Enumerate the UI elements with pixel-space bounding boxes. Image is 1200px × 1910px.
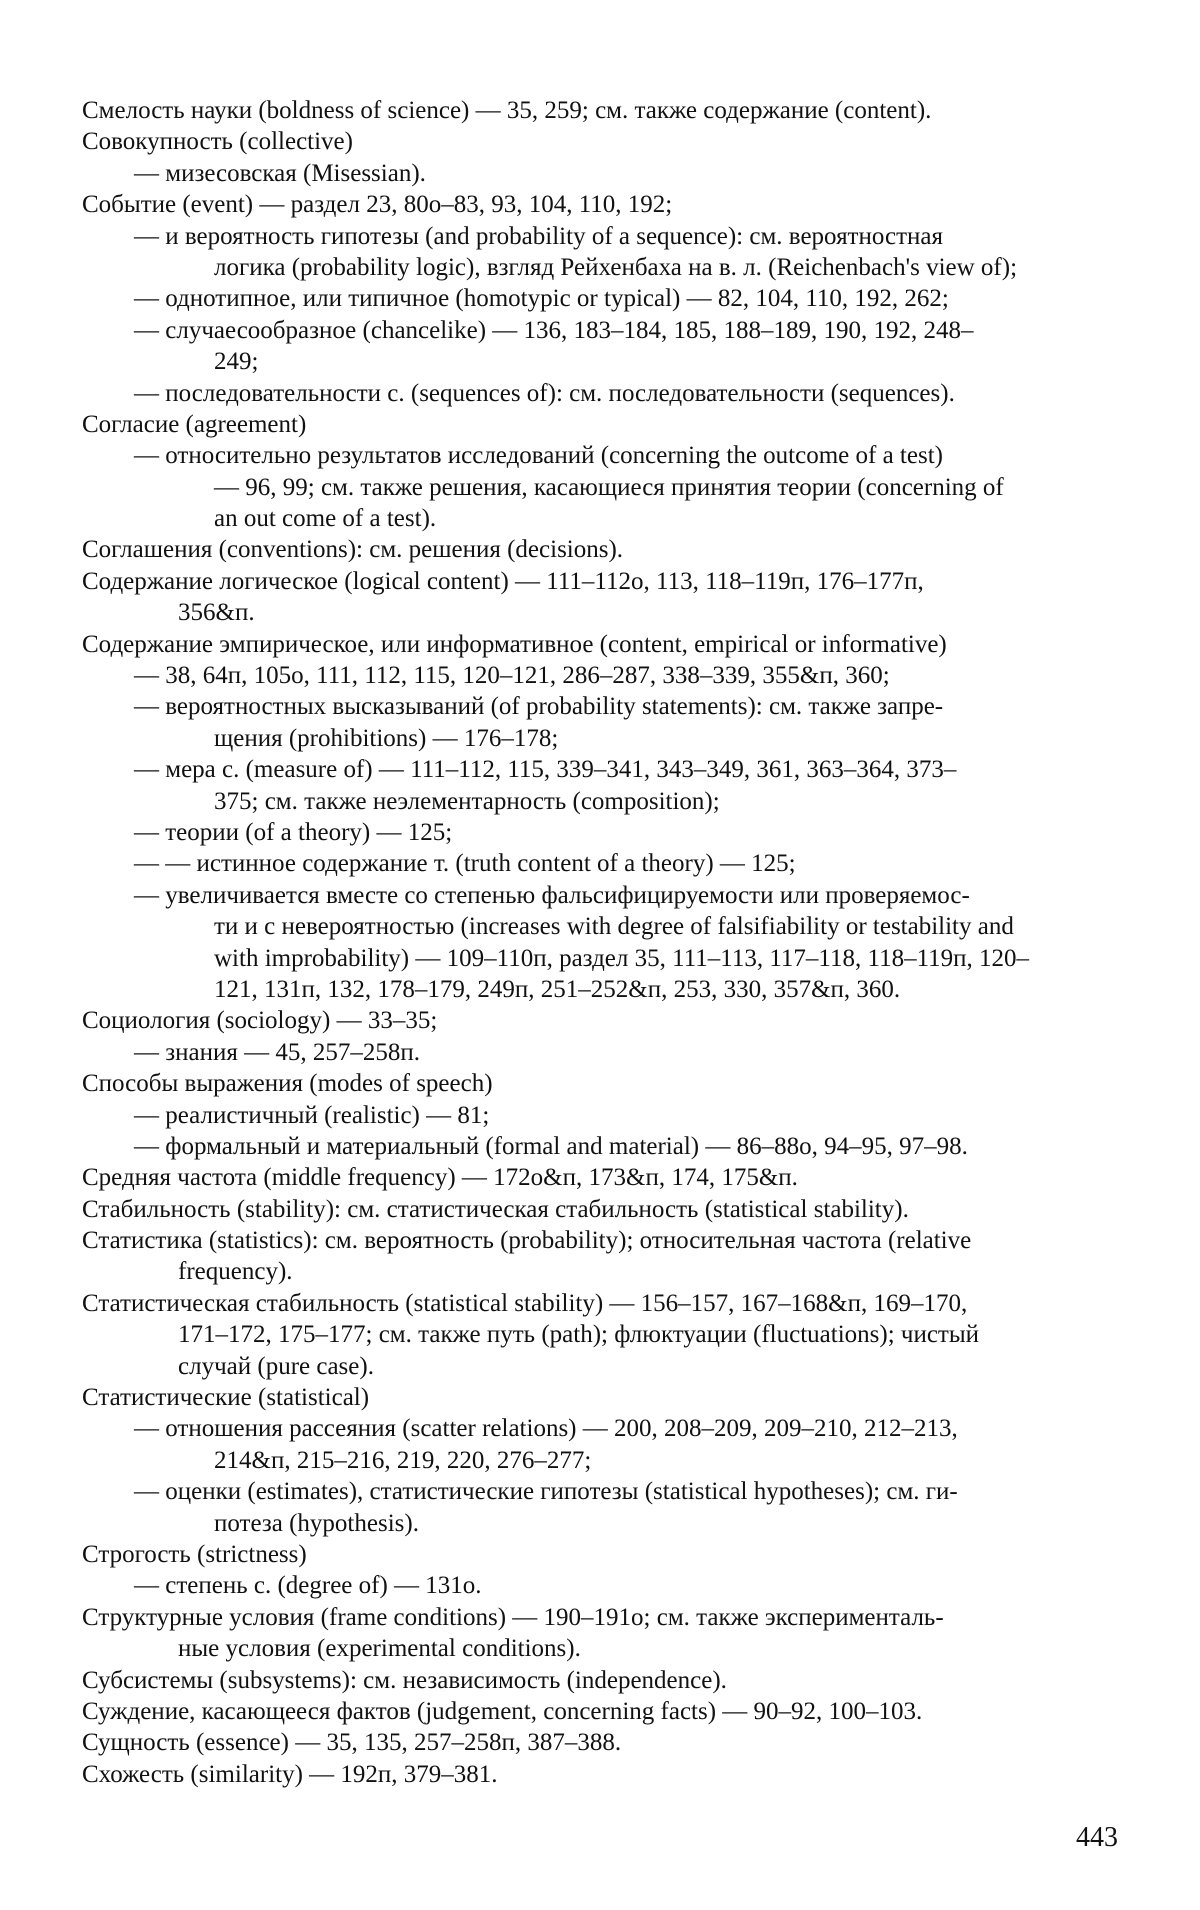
index-entry: Статистика (statistics): см. вероятность (probability); относительная частота (relative	[82, 1227, 972, 1255]
index-subentry: — оценки (estimates), статистические гипотезы (statistical hypotheses); см. ги-	[134, 1478, 958, 1506]
index-subentry: — отношения рассеяния (scatter relations) — 200, 208–209, 209–210, 212–213,	[134, 1415, 958, 1443]
index-subentry: — последовательности с. (sequences of): см. последовательности (sequences).	[134, 379, 955, 407]
index-entry: Способы выражения (modes of speech)	[82, 1070, 493, 1098]
index-subentry: — реалистичный (realistic) — 81;	[134, 1101, 490, 1129]
index-subentry: 171–172, 175–177; см. также путь (path); флюктуации (fluctuations); чистый	[178, 1321, 980, 1349]
index-subentry: — знания — 45, 257–258п.	[134, 1038, 420, 1066]
index-subentry: 121, 131п, 132, 178–179, 249п, 251–252&п, 253, 330, 357&п, 360.	[214, 975, 901, 1003]
page-number: 443	[1076, 1822, 1118, 1853]
index-subentry: — случаесообразное (chancelike) — 136, 183–184, 185, 188–189, 190, 192, 248–	[134, 316, 974, 344]
index-entry: Структурные условия (frame conditions) — 190–191о; см. также эксперименталь-	[82, 1603, 944, 1631]
index-subentry: — — истинное содержание т. (truth content of a theory) — 125;	[134, 850, 796, 878]
index-entry: Стабильность (stability): см. статистическая стабильность (statistical stability).	[82, 1195, 909, 1223]
index-entry: Содержание эмпирическое, или информативное (content, empirical or informative)	[82, 630, 947, 658]
index-subentry: — 38, 64п, 105о, 111, 112, 115, 120–121, 286–287, 338–339, 355&п, 360;	[134, 662, 890, 690]
index-subentry: потеза (hypothesis).	[214, 1509, 419, 1537]
index-entry: Содержание логическое (logical content) — 111–112о, 113, 118–119п, 176–177п,	[82, 567, 924, 595]
index-subentry: frequency).	[178, 1258, 293, 1286]
index-subentry: — и вероятность гипотезы (and probability of a sequence): см. вероятностная	[134, 222, 943, 250]
index-subentry: — степень с. (degree of) — 131о.	[134, 1572, 482, 1600]
index-subentry: — 96, 99; см. также решения, касающиеся принятия теории (concerning of	[214, 473, 1004, 501]
index-entry: Суждение, касающееся фактов (judgement, concerning facts) — 90–92, 100–103.	[82, 1697, 923, 1725]
index-subentry: случай (pure case).	[178, 1352, 374, 1380]
index-subentry: ти и с невероятностью (increases with degree of falsifiability or testability and	[214, 913, 1014, 941]
index-entry: Сущность (essence) — 35, 135, 257–258п, 387–388.	[82, 1729, 622, 1757]
index-subentry: — мизесовская (Misessian).	[134, 159, 426, 187]
index-entry: Соглашения (conventions): см. решения (decisions).	[82, 536, 624, 564]
index-subentry: — формальный и материальный (formal and material) — 86–88о, 94–95, 97–98.	[134, 1132, 968, 1160]
index-subentry: with improbability) — 109–110п, раздел 35, 111–113, 117–118, 118–119п, 120–	[214, 944, 1030, 972]
index-subentry: 249;	[214, 348, 259, 376]
index-entry: Статистические (statistical)	[82, 1384, 370, 1412]
index-subentry: — однотипное, или типичное (homotypic or typical) — 82, 104, 110, 192, 262;	[134, 285, 949, 313]
index-subentry: — увеличивается вместе со степенью фальсифицируемости или проверяемос-	[134, 881, 970, 909]
index-subentry: ные условия (experimental conditions).	[178, 1635, 581, 1663]
index-subentry: логика (probability logic), взгляд Рейхенбаха на в. л. (Reichenbach's view of);	[214, 253, 1018, 281]
index-entry: Строгость (strictness)	[82, 1540, 307, 1568]
index-entry: Социология (sociology) — 33–35;	[82, 1007, 438, 1035]
index-subentry: — теории (of a theory) — 125;	[134, 818, 453, 846]
index-subentry: an out come of a test).	[214, 505, 437, 533]
index-subentry: 375; см. также неэлементарность (composition);	[214, 787, 720, 815]
index-entry: Статистическая стабильность (statistical stability) — 156–157, 167–168&п, 169–170,	[82, 1289, 968, 1317]
index-subentry: — мера с. (measure of) — 111–112, 115, 339–341, 343–349, 361, 363–364, 373–	[134, 756, 957, 784]
index-entry: Совокупность (collective)	[82, 128, 353, 156]
index-subentry: щения (prohibitions) — 176–178;	[214, 724, 559, 752]
index-subentry: 356&п.	[178, 599, 255, 627]
index-subentry: — вероятностных высказываний (of probability statements): см. также запре-	[134, 693, 944, 721]
index-subentry: — относительно результатов исследований (concerning the outcome of a test)	[134, 442, 943, 470]
index-entry: Событие (event) — раздел 23, 80о–83, 93, 104, 110, 192;	[82, 191, 673, 219]
subject-index	[82, 95, 1122, 1790]
index-entry: Средняя частота (middle frequency) — 172о&п, 173&п, 174, 175&п.	[82, 1164, 798, 1192]
index-entry: Согласие (agreement)	[82, 410, 307, 438]
index-entry: Смелость науки (boldness of science) — 35, 259; см. также содержание (content).	[82, 97, 932, 124]
index-entry: Субсистемы (subsystems): см. независимость (independence).	[82, 1666, 727, 1694]
index-entry: Схожесть (similarity) — 192п, 379–381.	[82, 1760, 498, 1788]
index-subentry: 214&п, 215–216, 219, 220, 276–277;	[214, 1446, 592, 1474]
